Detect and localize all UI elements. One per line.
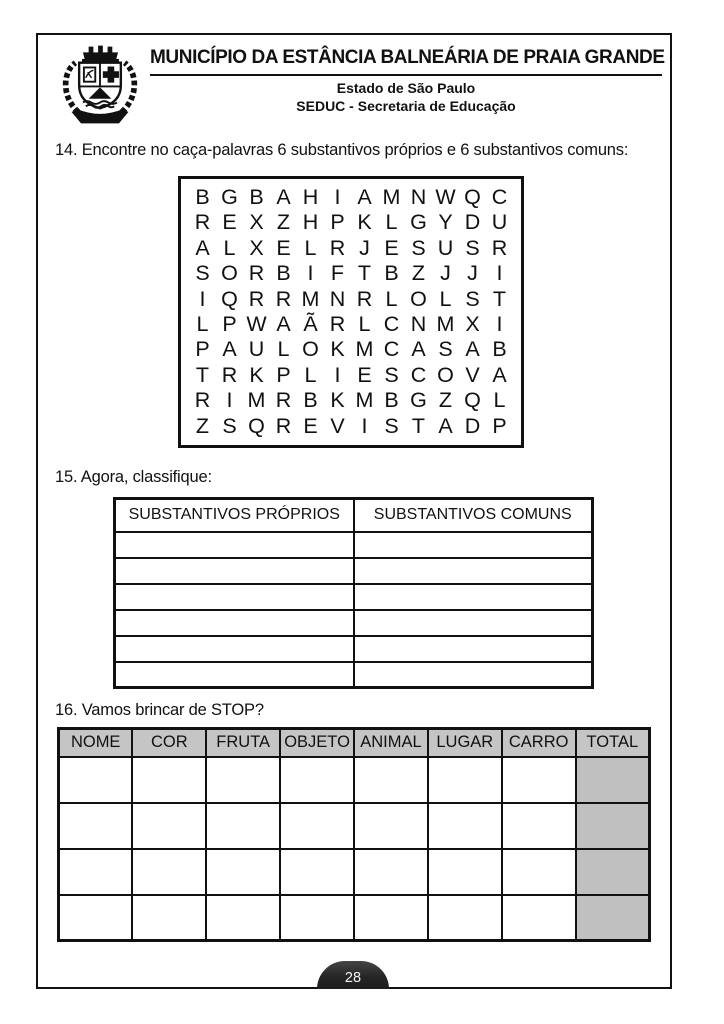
classification-table-head — [115, 499, 593, 532]
word-search-letter: U — [248, 337, 265, 362]
table-row — [115, 532, 593, 558]
answer-cell — [428, 895, 502, 941]
answer-cell — [354, 636, 593, 662]
column-header: SUBSTANTIVOS PRÓPRIOS — [115, 499, 354, 532]
word-search-letter: F — [330, 261, 345, 286]
answer-cell — [576, 757, 650, 803]
crown-icon — [82, 46, 119, 62]
question-16-label: 16. Vamos brincar de STOP? — [55, 701, 264, 719]
answer-cell — [206, 895, 280, 941]
word-search-letter: Q — [221, 286, 238, 311]
word-search-letter: C — [491, 184, 508, 209]
word-search-letter: Ã — [303, 311, 318, 336]
answer-cell — [428, 803, 502, 849]
answer-cell — [115, 532, 354, 558]
word-search-letter: M — [247, 388, 266, 413]
stop-game-table — [57, 727, 651, 942]
answer-cell — [280, 895, 354, 941]
word-search-letter: M — [355, 337, 374, 362]
word-search-letter: R — [248, 261, 265, 286]
header-state-line: Estado de São Paulo — [336, 80, 476, 96]
word-search-letter: L — [223, 235, 236, 260]
word-search-letter: P — [276, 362, 291, 387]
word-search-letter: X — [249, 235, 264, 260]
column-header: SUBSTANTIVOS COMUNS — [354, 499, 593, 532]
word-search-letter: I — [307, 261, 314, 286]
table-row — [115, 558, 593, 584]
answer-cell — [59, 895, 133, 941]
word-search-letter: D — [464, 413, 481, 438]
word-search-letter: G — [410, 388, 427, 413]
answer-cell — [502, 803, 576, 849]
word-search-letter: Z — [276, 210, 291, 235]
word-search-letter: S — [411, 235, 426, 260]
word-search-letter: A — [276, 311, 291, 336]
answer-cell — [354, 584, 593, 610]
answer-cell — [502, 895, 576, 941]
word-search-letter: R — [275, 286, 292, 311]
answer-cell — [59, 803, 133, 849]
table-row — [59, 803, 650, 849]
word-search-letter: E — [303, 413, 318, 438]
word-search-letter: A — [357, 184, 372, 209]
answer-cell — [576, 803, 650, 849]
word-search-letter: M — [382, 184, 401, 209]
answer-cell — [354, 895, 428, 941]
word-search-letter: S — [195, 261, 210, 286]
answer-cell — [115, 636, 354, 662]
answer-cell — [206, 849, 280, 895]
word-search-letter: A — [411, 337, 426, 362]
answer-cell — [354, 803, 428, 849]
word-search-letter: R — [248, 286, 265, 311]
answer-cell — [354, 849, 428, 895]
answer-cell — [206, 803, 280, 849]
answer-cell — [354, 662, 593, 688]
word-search-grid — [178, 176, 524, 448]
word-search-letter: I — [361, 413, 368, 438]
word-search-letter: W — [246, 311, 267, 336]
word-search-letter: K — [330, 337, 345, 362]
word-search-letter: B — [249, 184, 264, 209]
answer-cell — [354, 757, 428, 803]
word-search-letter: S — [384, 413, 399, 438]
word-search-letter: Y — [438, 210, 453, 235]
word-search-letter: G — [410, 210, 427, 235]
answer-cell — [354, 532, 593, 558]
column-header: TOTAL — [576, 729, 650, 757]
word-search-letter: A — [465, 337, 480, 362]
answer-cell — [132, 803, 206, 849]
word-search-letter: N — [410, 311, 427, 336]
word-search-letter: J — [359, 235, 370, 260]
word-search-letter: V — [465, 362, 480, 387]
answer-cell — [280, 849, 354, 895]
word-search-letter: K — [249, 362, 264, 387]
word-search-letter: O — [302, 337, 319, 362]
word-search-letter: R — [275, 413, 292, 438]
word-search-letter: L — [358, 311, 371, 336]
word-search-letter: E — [222, 210, 237, 235]
answer-cell — [59, 757, 133, 803]
column-header: NOME — [59, 729, 133, 757]
classification-table-body — [115, 532, 593, 688]
word-search-letter: B — [303, 388, 318, 413]
word-search-letter: S — [222, 413, 237, 438]
table-row — [115, 662, 593, 688]
answer-cell — [354, 558, 593, 584]
answer-cell — [132, 849, 206, 895]
table-row — [59, 757, 650, 803]
classification-table — [113, 497, 594, 689]
word-search-letter: A — [438, 413, 453, 438]
word-search-letter: E — [276, 235, 291, 260]
word-search-letter: L — [385, 210, 398, 235]
word-search-letter: R — [329, 311, 346, 336]
word-search-letter: R — [275, 388, 292, 413]
column-header: COR — [132, 729, 206, 757]
word-search-letter: L — [439, 286, 452, 311]
word-search-letter: L — [196, 311, 209, 336]
word-search-letter: C — [383, 311, 400, 336]
word-search-letter: U — [491, 210, 508, 235]
word-search-letter: X — [249, 210, 264, 235]
answer-cell — [576, 895, 650, 941]
word-search-letter: S — [465, 286, 480, 311]
word-search-letter: O — [410, 286, 427, 311]
word-search-letter: H — [302, 184, 319, 209]
word-search-letter: S — [465, 235, 480, 260]
word-search-letter: R — [356, 286, 373, 311]
word-search-letter: U — [437, 235, 454, 260]
word-search-letter: E — [384, 235, 399, 260]
answer-cell — [428, 757, 502, 803]
answer-cell — [354, 610, 593, 636]
word-search-letter: M — [355, 388, 374, 413]
word-search-letter: G — [221, 184, 238, 209]
stop-table-body — [59, 757, 650, 941]
table-row — [59, 895, 650, 941]
motto-banner — [72, 109, 129, 123]
word-search-letter: Z — [195, 413, 210, 438]
word-search-letter: K — [357, 210, 372, 235]
answer-cell — [115, 584, 354, 610]
word-search-letter: R — [329, 235, 346, 260]
word-search-letter: L — [493, 388, 506, 413]
word-search-letter: O — [221, 261, 238, 286]
table-row — [59, 849, 650, 895]
word-search-letter: N — [329, 286, 346, 311]
column-header: LUGAR — [428, 729, 502, 757]
word-search-letter: R — [491, 235, 508, 260]
stop-table-head — [59, 729, 650, 757]
word-search-letter: N — [410, 184, 427, 209]
word-search-letter: Z — [438, 388, 453, 413]
word-search-letter: S — [384, 362, 399, 387]
word-search-letter: A — [276, 184, 291, 209]
word-search-letter: A — [195, 235, 210, 260]
word-search-letter: A — [492, 362, 507, 387]
answer-cell — [576, 849, 650, 895]
word-search-letter: P — [492, 413, 507, 438]
word-search-letter: X — [465, 311, 480, 336]
word-search-letter: C — [383, 337, 400, 362]
answer-cell — [115, 558, 354, 584]
word-search-letter: L — [304, 235, 317, 260]
word-search-letter: T — [411, 413, 426, 438]
answer-cell — [59, 849, 133, 895]
word-search-letter: T — [195, 362, 210, 387]
word-search-letter: I — [496, 311, 503, 336]
word-search-letter: D — [464, 210, 481, 235]
word-search-letter: B — [195, 184, 210, 209]
word-search-letter: P — [330, 210, 345, 235]
word-search-letter: B — [276, 261, 291, 286]
word-search-letter: L — [304, 362, 317, 387]
coat-of-arms-logo — [52, 40, 148, 130]
answer-cell — [280, 757, 354, 803]
word-search-letter: K — [330, 388, 345, 413]
answer-cell — [280, 803, 354, 849]
word-search-letter: Q — [464, 388, 481, 413]
table-row — [115, 584, 593, 610]
word-search-letter: V — [330, 413, 345, 438]
word-search-letter: W — [435, 184, 456, 209]
page-number: 28 — [344, 970, 362, 986]
word-search-letter: R — [194, 210, 211, 235]
word-search-letter: R — [221, 362, 238, 387]
word-search-letter: B — [384, 261, 399, 286]
word-search-letter: C — [410, 362, 427, 387]
word-search-letter: E — [357, 362, 372, 387]
word-search-letter: H — [302, 210, 319, 235]
word-search-letter: L — [385, 286, 398, 311]
header-department-line: SEDUC - Secretaria de Educação — [296, 98, 516, 114]
word-search-letter: B — [492, 337, 507, 362]
word-search-letter: J — [440, 261, 451, 286]
answer-cell — [502, 757, 576, 803]
word-search-letter: P — [195, 337, 210, 362]
column-header: FRUTA — [206, 729, 280, 757]
table-row — [115, 610, 593, 636]
column-header: ANIMAL — [354, 729, 428, 757]
column-header: CARRO — [502, 729, 576, 757]
word-search-letter: A — [222, 337, 237, 362]
word-search-letter: T — [492, 286, 507, 311]
word-search-letter: T — [357, 261, 372, 286]
answer-cell — [428, 849, 502, 895]
word-search-letter: I — [334, 362, 341, 387]
question-14-label: 14. Encontre no caça-palavras 6 substantivos próprios e 6 substantivos comuns: — [55, 141, 629, 159]
word-search-letter: S — [438, 337, 453, 362]
shield — [79, 63, 121, 108]
table-row — [115, 636, 593, 662]
page-title: MUNICÍPIO DA ESTÂNCIA BALNEÁRIA DE PRAIA GRANDE — [150, 47, 662, 76]
answer-cell — [115, 610, 354, 636]
word-search-letter: R — [194, 388, 211, 413]
answer-cell — [206, 757, 280, 803]
answer-cell — [132, 895, 206, 941]
column-header: OBJETO — [280, 729, 354, 757]
answer-cell — [502, 849, 576, 895]
word-search-letter: L — [277, 337, 290, 362]
word-search-letter: Q — [248, 413, 265, 438]
word-search-letter: I — [334, 184, 341, 209]
word-search-letter: Q — [464, 184, 481, 209]
word-search-letter: B — [384, 388, 399, 413]
word-search-letter: I — [226, 388, 233, 413]
word-search-letter: M — [436, 311, 455, 336]
word-search-letter: I — [496, 261, 503, 286]
question-15-label: 15. Agora, classifique: — [55, 468, 212, 486]
word-search-letter: I — [199, 286, 206, 311]
word-search-letter: P — [222, 311, 237, 336]
answer-cell — [132, 757, 206, 803]
word-search-letter: M — [301, 286, 320, 311]
word-search-letter: J — [467, 261, 478, 286]
word-search-letter: Z — [411, 261, 426, 286]
word-search-letter: O — [437, 362, 454, 387]
answer-cell — [115, 662, 354, 688]
